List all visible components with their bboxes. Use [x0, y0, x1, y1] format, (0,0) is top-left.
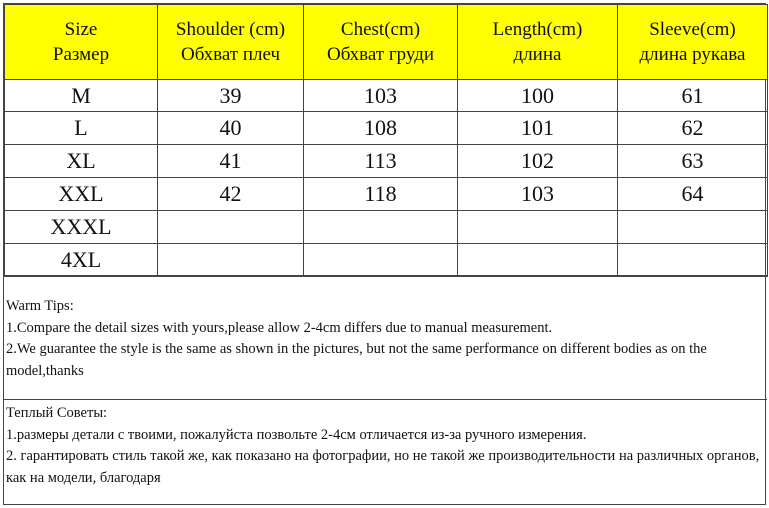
table-row: [5, 244, 768, 277]
cell-shoulder: [158, 244, 304, 277]
tip-line: 2.We guarantee the style is the same as shown in the pictures, but not the same performance on different bodies as on the model,thanks: [6, 341, 707, 379]
cell-size: XL: [5, 145, 158, 178]
cell-sleeve: [618, 244, 768, 277]
cell-chest: 113: [304, 145, 458, 178]
header-size: Size Размер: [5, 5, 158, 80]
header-shoulder: Shoulder (cm) Обхват плеч: [158, 5, 304, 80]
header-row: [5, 5, 768, 80]
cell-sleeve: 61: [618, 80, 768, 112]
cell-chest: [304, 244, 458, 277]
cell-size: L: [5, 112, 158, 145]
cell-chest: 118: [304, 178, 458, 211]
cell-sleeve: 64: [618, 178, 768, 211]
cell-length: [458, 244, 618, 277]
tip-line: 1.размеры детали с твоими, пожалуйста позвольте 2-4см отличается из-за ручного измерения.: [6, 426, 587, 443]
header-sleeve: Sleeve(cm) длина рукава: [618, 5, 768, 80]
cell-length: 102: [458, 145, 618, 178]
cell-sleeve: 63: [618, 145, 768, 178]
cell-sleeve: 62: [618, 112, 768, 145]
cell-size: XXL: [5, 178, 158, 211]
header-length: Length(cm) длина: [458, 5, 618, 80]
cell-length: 100: [458, 80, 618, 112]
cell-shoulder: 40: [158, 112, 304, 145]
table-row: [5, 211, 768, 244]
table-row: [5, 145, 768, 178]
cell-length: 101: [458, 112, 618, 145]
cell-chest: 108: [304, 112, 458, 145]
cell-shoulder: 39: [158, 80, 304, 112]
size-chart: [3, 3, 766, 505]
cell-shoulder: 41: [158, 145, 304, 178]
cell-size: M: [5, 80, 158, 112]
size-table: [4, 4, 768, 277]
tips-title: Warm Tips:: [6, 298, 74, 314]
cell-chest: 103: [304, 80, 458, 112]
cell-size: 4XL: [5, 244, 158, 277]
cell-chest: [304, 211, 458, 244]
cell-sleeve: [618, 211, 768, 244]
tips-title: Теплый Советы:: [6, 405, 108, 421]
cell-size: XXXL: [5, 211, 158, 244]
cell-shoulder: [158, 211, 304, 244]
tip-line: 2. гарантировать стиль такой же, как показано на фотографии, но не такой же производительности на различных органов, как на модели, благодаря: [6, 448, 760, 486]
table-row: [5, 112, 768, 145]
cell-shoulder: 42: [158, 178, 304, 211]
tip-line: 1.Compare the detail sizes with yours,please allow 2-4cm differs due to manual measurement.: [6, 319, 553, 336]
warm-tips-english: [4, 275, 767, 400]
table-row: [5, 178, 768, 211]
header-chest: Chest(cm) Обхват груди: [304, 5, 458, 80]
cell-length: 103: [458, 178, 618, 211]
cell-length: [458, 211, 618, 244]
warm-tips-russian: [4, 400, 767, 506]
table-row: [5, 80, 768, 112]
